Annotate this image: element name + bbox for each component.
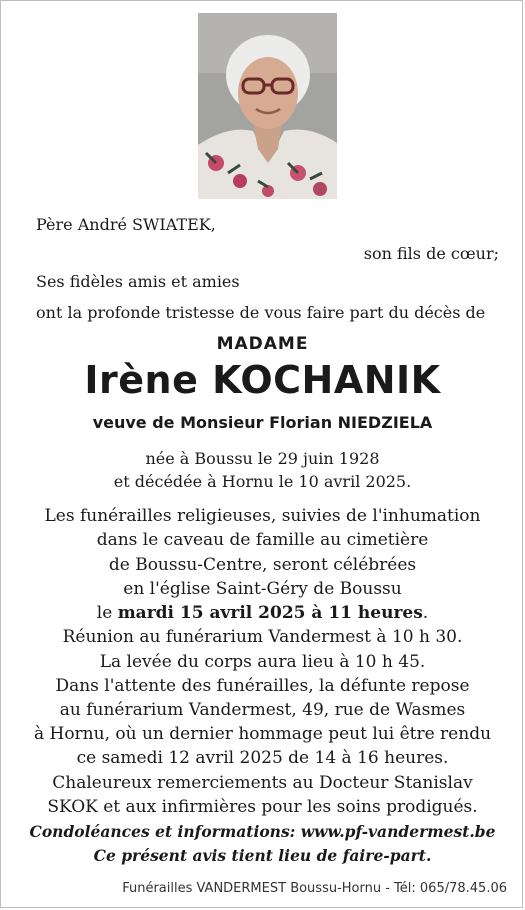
funeral-date-suffix: .	[422, 603, 429, 623]
portrait-photo	[198, 13, 337, 199]
funeral-line-4: en l'église Saint-Géry de Boussu	[123, 579, 402, 599]
funeral-line-7: La levée du corps aura lieu à 10 h 45.	[99, 652, 426, 672]
condolences-line: Condoléances et informations: www.pf-vandermest.be	[29, 822, 496, 841]
funeral-line-11: ce samedi 12 avril 2025 de 14 à 16 heures.	[76, 748, 449, 768]
funeral-line-1: Les funérailles religieuses, suivies de l'inhumation	[44, 506, 481, 526]
funeral-line-8: Dans l'attente des funérailles, la défunte repose	[55, 676, 470, 696]
funeral-line-3: de Boussu-Centre, seront célébrées	[108, 555, 417, 575]
funeral-line-10: à Hornu, où un dernier hommage peut lui être rendu	[33, 724, 492, 744]
intro-line-4: ont la profonde tristesse de vous faire part du décès de	[36, 303, 486, 322]
thanks-line-2: SKOK et aux infirmières pour les soins prodigués.	[47, 797, 478, 817]
funeral-date-prefix: le	[96, 603, 118, 623]
thanks-line-1: Chaleureux remerciements au Docteur Stanislav	[52, 773, 473, 793]
funeral-line-2: dans le caveau de famille au cimetière	[96, 530, 429, 550]
intro-line-1: Père André SWIATEK,	[36, 215, 216, 234]
birth-info: née à Boussu le 29 juin 1928	[145, 449, 380, 468]
funeral-date-line	[0, 603, 525, 623]
widow-of: veuve de Monsieur Florian NIEDZIELA	[92, 413, 433, 432]
death-info: et décédée à Hornu le 10 avril 2025.	[113, 472, 412, 491]
intro-line-3: Ses fidèles amis et amies	[36, 272, 240, 291]
honorific-title: MADAME	[216, 334, 309, 354]
footer-credit: Funérailles VANDERMEST Boussu-Hornu - Tél: 065/78.45.06	[122, 881, 507, 896]
funeral-date: mardi 15 avril 2025 à 11 heures	[117, 603, 423, 623]
funeral-line-9: au funérarium Vandermest, 49, rue de Wasmes	[59, 700, 466, 720]
notice-line: Ce présent avis tient lieu de faire-part.	[93, 846, 432, 865]
deceased-name: Irène KOCHANIK	[84, 358, 441, 402]
funeral-line-6: Réunion au funérarium Vandermest à 10 h 30.	[62, 627, 463, 647]
intro-line-2: son fils de cœur;	[363, 244, 499, 263]
